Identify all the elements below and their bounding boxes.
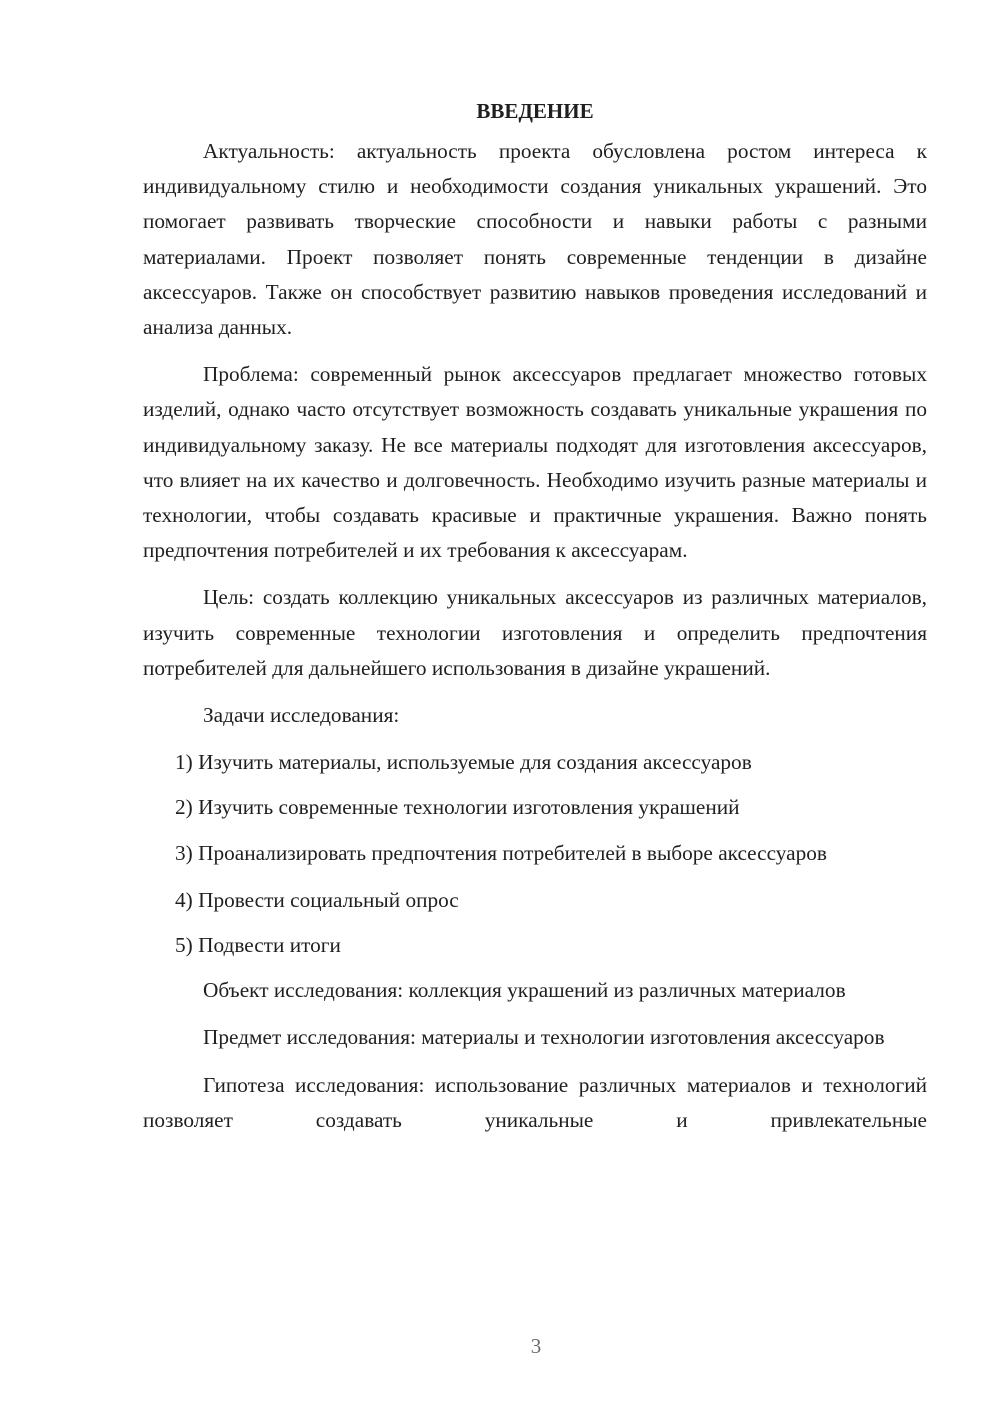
paragraph-problem: Проблема: современный рынок аксессуаров предлагает множество готовых изделий, однако часто отсутствует возможность создавать уникальные украшения по индивидуальному заказу. Не все материалы подходят для изготовления аксессуаров, что влияет на их качество и долговечность. Необходимо изучить разные материалы и технологии, чтобы создавать красивые и практичные украшения. Важно понять предпочтения потребителей и их требования к аксессуарам. xyxy=(143,362,927,563)
paragraph-subject: Предмет исследования: материалы и технологии изготовления аксессуаров xyxy=(203,1025,885,1050)
paragraph-relevance: Актуальность: актуальность проекта обусловлена ростом интереса к индивидуальному стилю и необходимости создания уникальных украшений. Это помогает развивать творческие способности и навыки работы с разными материалами. Проект позволяет понять современные тенденции в дизайне аксессуаров. Также он способствует развитию навыков проведения исследований и анализа данных. xyxy=(143,139,927,340)
paragraph-hypothesis: Гипотеза исследования: использование различных материалов и технологий позволяет создавать уникальные и привлекательные xyxy=(143,1072,927,1132)
page-number: 3 xyxy=(530,1334,542,1358)
task-item-5: 5) Подвести итоги xyxy=(175,933,341,958)
page-title: ВВЕДЕНИЕ xyxy=(476,99,594,123)
tasks-heading: Задачи исследования: xyxy=(203,703,400,728)
task-item-2: 2) Изучить современные технологии изготовления украшений xyxy=(175,795,740,820)
task-item-3: 3) Проанализировать предпочтения потребителей в выборе аксессуаров xyxy=(175,840,827,865)
page-content xyxy=(143,96,927,1150)
task-item-4: 4) Провести социальный опрос xyxy=(175,887,459,912)
task-item-1: 1) Изучить материалы, используемые для создания аксессуаров xyxy=(175,750,752,775)
paragraph-goal: Цель: создать коллекцию уникальных аксессуаров из различных материалов, изучить современные технологии изготовления и определить предпочтения потребителей для дальнейшего использования в дизайне украшений. xyxy=(143,585,927,680)
paragraph-object: Объект исследования: коллекция украшений из различных материалов xyxy=(203,978,846,1003)
